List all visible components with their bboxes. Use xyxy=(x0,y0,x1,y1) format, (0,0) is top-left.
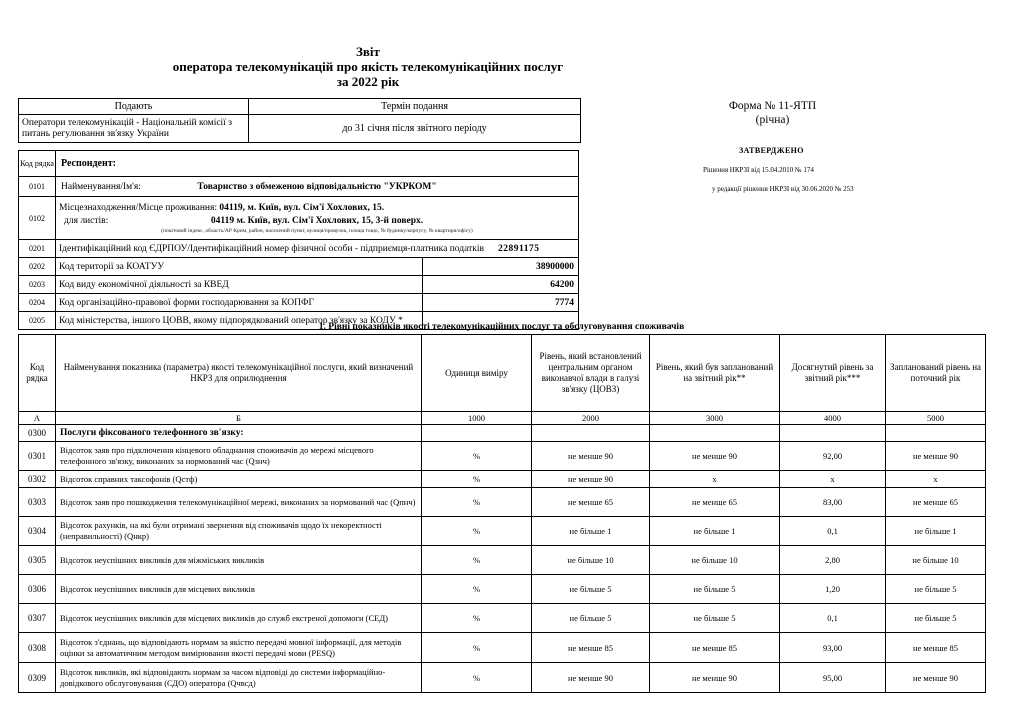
address-label: Місцезнаходження/Місце проживання: xyxy=(59,202,220,213)
indicator-name: Відсоток справних таксофонів (Qстф) xyxy=(56,471,422,488)
deadline-header: Термін подання xyxy=(249,99,581,115)
edrpou-value: 22891175 xyxy=(497,243,540,254)
row-code: 0101 xyxy=(19,177,56,197)
next-cell: не більше 5 xyxy=(886,575,986,604)
planned-cell: не менше 90 xyxy=(650,663,780,693)
row-code: 0201 xyxy=(19,240,56,258)
col-code: 2000 xyxy=(532,412,650,425)
mail-address-value: 04119 м. Київ, вул. Сім'ї Хохлових, 15, 3-й поверх. xyxy=(210,215,424,226)
achieved-cell: 0,1 xyxy=(780,517,886,546)
col-header-covz: Рівень, який встановлений центральним органом виконавчої влади в галузі зв'язку (ЦОВЗ) xyxy=(532,335,650,412)
next-cell: не більше 10 xyxy=(886,546,986,575)
table-row xyxy=(19,276,579,294)
row-code: 0102 xyxy=(19,197,56,240)
table-row xyxy=(19,197,579,240)
row-code: 0204 xyxy=(19,294,56,312)
planned-cell: х xyxy=(650,471,780,488)
koatuu-value: 38900000 xyxy=(423,258,579,276)
kved-value: 64200 xyxy=(423,276,579,294)
address-footnote: (поштовий індекс, область/АР Крим, район, населений пункт, вулиця/провулок, площа тощо, № будинку/корпусу, № квартири/офісу) xyxy=(161,227,473,234)
row-code: 0301 xyxy=(19,442,56,471)
row-code: 0306 xyxy=(19,575,56,604)
indicator-name: Відсоток неуспішних викликів для місцевих викликів до служб екстреної допомоги (СЕД) xyxy=(56,604,422,633)
covz-cell: не менше 85 xyxy=(532,633,650,663)
address-value: 04119, м. Київ, вул. Сім'ї Хохлових, 15. xyxy=(219,202,385,213)
row-code: 0300 xyxy=(19,425,56,442)
table-row xyxy=(19,663,986,693)
achieved-cell: 83,00 xyxy=(780,488,886,517)
indicator-name: Відсоток неуспішних викликів для місцевих викликів xyxy=(56,575,422,604)
submission-data-row xyxy=(19,115,581,143)
col-header-code: Код рядка xyxy=(19,335,56,412)
indicator-name: Відсоток неуспішних викликів для міжміських викликів xyxy=(56,546,422,575)
name-label: Найменування/Ім'я: xyxy=(61,181,141,192)
col-code: 1000 xyxy=(422,412,532,425)
next-cell: не менше 65 xyxy=(886,488,986,517)
planned-cell: не більше 5 xyxy=(650,575,780,604)
respondent-header-row xyxy=(19,151,579,177)
covz-cell: не менше 65 xyxy=(532,488,650,517)
row-code: 0309 xyxy=(19,663,56,693)
next-cell: не більше 5 xyxy=(886,604,986,633)
next-cell: не більше 1 xyxy=(886,517,986,546)
report-title xyxy=(18,44,718,89)
section-title: 1. Рівні показників якості телекомунікаційних послуг та обслуговування споживачів xyxy=(318,322,685,332)
col-header-name: Найменування показника (параметра) якості телекомунікаційної послуги, який визначений НКРЗ для оприлюднення xyxy=(56,335,422,412)
deadline-value: до 31 січня після звітного періоду xyxy=(249,115,581,143)
next-cell xyxy=(886,425,986,442)
row-code: 0205 xyxy=(19,312,56,330)
row-code: 0305 xyxy=(19,546,56,575)
respondent-label: Респондент: xyxy=(56,151,579,177)
indicator-name: Відсоток викликів, які відповідають нормам за часом відповіді до системи інформаційно-довідкового обслуговування (СДО) оператора (Qчвсд) xyxy=(56,663,422,693)
unit-cell: % xyxy=(422,517,532,546)
table-row xyxy=(19,488,986,517)
achieved-cell: 2,80 xyxy=(780,546,886,575)
kodu-label: Код міністерства, іншого ЦОВВ, якому підпорядкований оператор зв'язку за КОДУ * xyxy=(56,312,423,330)
table-row xyxy=(19,240,579,258)
col-code: Б xyxy=(56,412,422,425)
unit-cell: % xyxy=(422,604,532,633)
row-code: 0303 xyxy=(19,488,56,517)
covz-cell: не менше 90 xyxy=(532,442,650,471)
unit-cell: % xyxy=(422,663,532,693)
planned-cell: не менше 90 xyxy=(650,442,780,471)
next-cell: не менше 90 xyxy=(886,663,986,693)
row-code: 0307 xyxy=(19,604,56,633)
unit-cell: % xyxy=(422,575,532,604)
row-code: 0302 xyxy=(19,471,56,488)
covz-cell: не менше 90 xyxy=(532,663,650,693)
achieved-cell: 93,00 xyxy=(780,633,886,663)
form-number-block xyxy=(690,99,855,127)
col-header-next: Запланований рівень на поточний рік xyxy=(886,335,986,412)
achieved-cell: х xyxy=(780,471,886,488)
covz-cell: не більше 5 xyxy=(532,604,650,633)
table-row xyxy=(19,177,579,197)
planned-cell: не менше 85 xyxy=(650,633,780,663)
col-code: А xyxy=(19,412,56,425)
table-row xyxy=(19,442,986,471)
table-row xyxy=(19,471,986,488)
col-code: 4000 xyxy=(780,412,886,425)
respondent-table xyxy=(18,150,579,330)
achieved-cell xyxy=(780,425,886,442)
submission-table xyxy=(18,98,581,143)
kopfg-label: Код організаційно-правової форми господарювання за КОПФГ xyxy=(56,294,423,312)
col-header-unit: Одиниця виміру xyxy=(422,335,532,412)
indicator-name: Відсоток заяв про підключення кінцевого обладнання споживачів до мережі місцевого телефонного зв'язку, виконаних за нормований час (Qзнч) xyxy=(56,442,422,471)
table-row xyxy=(19,258,579,276)
unit-cell: % xyxy=(422,471,532,488)
planned-cell: не більше 5 xyxy=(650,604,780,633)
achieved-cell: 1,20 xyxy=(780,575,886,604)
planned-cell: не менше 65 xyxy=(650,488,780,517)
covz-cell xyxy=(532,425,650,442)
next-cell: х xyxy=(886,471,986,488)
indicator-name: Відсоток рахунків, на які були отримані звернення від споживачів щодо їх некоректності (неправильності) (Qнкр) xyxy=(56,517,422,546)
kopfg-value: 7774 xyxy=(423,294,579,312)
next-cell: не менше 90 xyxy=(886,442,986,471)
planned-cell: не більше 10 xyxy=(650,546,780,575)
planned-cell: не більше 1 xyxy=(650,517,780,546)
edrpou-label: Ідентифікаційний код ЄДРПОУ/Ідентифікаційний номер фізичної особи - підприємця-платника податків xyxy=(59,243,484,254)
approved-decision-2: у редакції рішення НКРЗІ від 30.06.2020 № 253 xyxy=(712,185,854,193)
report-title-line2: оператора телекомунікацій про якість телекомунікаційних послуг xyxy=(172,59,564,74)
row-code: 0203 xyxy=(19,276,56,294)
covz-cell: не більше 1 xyxy=(532,517,650,546)
quality-header-row xyxy=(19,335,986,412)
next-cell: не менше 85 xyxy=(886,633,986,663)
covz-cell: не менше 90 xyxy=(532,471,650,488)
achieved-cell: 0,1 xyxy=(780,604,886,633)
indicator-name: Відсоток з'єднань, що відповідають нормам за якістю передачі мовної інформації, для методів оцінки за автоматичним методом вимірювання якості передачі мови (PESQ) xyxy=(56,633,422,663)
form-number: Форма № 11-ЯТП xyxy=(728,100,817,112)
approved-label: ЗАТВЕРДЖЕНО xyxy=(739,146,804,155)
table-row xyxy=(19,294,579,312)
indicator-name: Послуги фіксованого телефонного зв'язку: xyxy=(56,425,422,442)
mail-address-label: для листів: xyxy=(64,215,109,226)
table-row xyxy=(19,517,986,546)
form-periodicity: (річна) xyxy=(755,114,790,126)
achieved-cell: 92,00 xyxy=(780,442,886,471)
table-row xyxy=(19,633,986,663)
submission-header-row xyxy=(19,99,581,115)
report-title-line1: Звіт xyxy=(356,44,380,59)
kved-label: Код виду економічної діяльності за КВЕД xyxy=(56,276,423,294)
row-code-header: Код рядка xyxy=(19,151,56,177)
koatuu-label: Код території за КОАТУУ xyxy=(56,258,423,276)
indicator-name: Відсоток заяв про пошкодження телекомунікаційної мережі, виконаних за нормований час (Qпнч) xyxy=(56,488,422,517)
unit-cell xyxy=(422,425,532,442)
submitters-value: Оператори телекомунікацій - Національній комісії з питань регулювання зв'язку України xyxy=(19,115,249,143)
table-row xyxy=(19,604,986,633)
row-code: 0202 xyxy=(19,258,56,276)
unit-cell: % xyxy=(422,488,532,517)
table-row xyxy=(19,425,986,442)
submitters-header: Подають xyxy=(19,99,249,115)
col-header-achieved: Досягнутий рівень за звітний рік*** xyxy=(780,335,886,412)
column-code-row xyxy=(19,412,986,425)
approved-decision-1: Рішення НКРЗІ від 15.04.2010 № 174 xyxy=(703,166,814,174)
covz-cell: не більше 10 xyxy=(532,546,650,575)
row-code: 0308 xyxy=(19,633,56,663)
approved-block xyxy=(703,147,854,193)
report-title-line3: за 2022 рік xyxy=(336,74,400,89)
col-code: 5000 xyxy=(886,412,986,425)
achieved-cell: 95,00 xyxy=(780,663,886,693)
unit-cell: % xyxy=(422,633,532,663)
col-code: 3000 xyxy=(650,412,780,425)
planned-cell xyxy=(650,425,780,442)
table-row xyxy=(19,575,986,604)
col-header-planned: Рівень, який був запланований на звітний рік** xyxy=(650,335,780,412)
covz-cell: не більше 5 xyxy=(532,575,650,604)
company-name: Товариство з обмеженою відповідальністю "УКРКОМ" xyxy=(197,181,437,192)
quality-indicators-table xyxy=(18,334,986,693)
table-row xyxy=(19,546,986,575)
unit-cell: % xyxy=(422,546,532,575)
unit-cell: % xyxy=(422,442,532,471)
row-code: 0304 xyxy=(19,517,56,546)
